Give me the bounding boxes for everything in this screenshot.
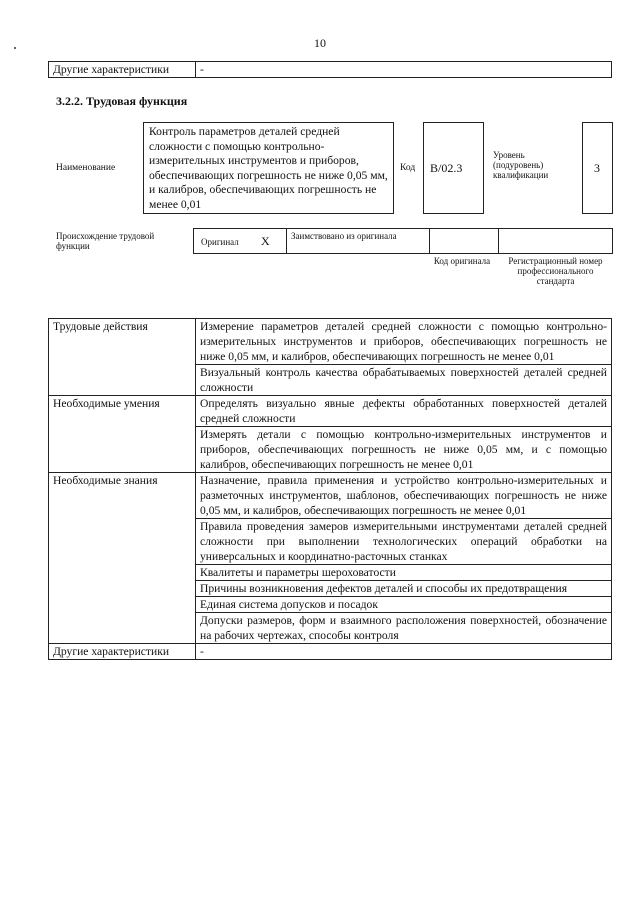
name-value: Контроль параметров деталей средней сложности с помощью контрольно-измерительных инструментов и приборов, обеспечивающих погрешность не ниже 0,05 мм, и калибров, обеспечивающих погрешность не менее 0,01 [149, 125, 388, 211]
code-caption: Код оригинала [433, 256, 491, 266]
code-value-box [423, 122, 484, 214]
top-characteristics-table [48, 61, 612, 78]
table-cell: Квалитеты и параметры шероховатости [196, 565, 612, 581]
scan-dot [14, 47, 16, 49]
reg-caption: Регистрационный номер профессионального стандарта [508, 256, 603, 286]
origin-divider-3 [498, 229, 499, 253]
table-row [49, 396, 612, 427]
level-value: 3 [594, 161, 600, 175]
table-row [49, 644, 612, 660]
name-label: Наименование [56, 163, 116, 173]
other-value: - [196, 644, 612, 660]
function-table [48, 318, 612, 660]
other-label: Другие характеристики [49, 644, 196, 660]
table-cell: Измерение параметров деталей средней сложности с помощью контрольно-измерительных инструментов и приборов, обеспечивающих погрешность не ниже 0,05 мм, и калибров, обеспечивающих погрешность не менее 0,01 [196, 319, 612, 365]
table-cell: Визуальный контроль качества обрабатываемых поверхностей деталей средней сложности [196, 365, 612, 396]
code-value: B/02.3 [430, 161, 463, 175]
level-value-box [582, 122, 613, 214]
origin-divider-1 [286, 229, 287, 253]
table-cell: Назначение, правила применения и устройство контрольно-измерительных и разметочных инструментов, шаблонов, обеспечивающих погрешность не ниже 0,05 мм, и калибров, обеспечивающих погрешность не менее 0,01 [196, 473, 612, 519]
table-cell: Определять визуально явные дефекты обработанных поверхностей деталей средней сложности [196, 396, 612, 427]
code-label: Код [400, 163, 416, 173]
original-label: Оригинал [201, 237, 239, 247]
borrowed-label: Заимствовано из оригинала [291, 231, 397, 241]
page-number: 10 [314, 36, 326, 50]
table-row [49, 319, 612, 365]
group-label-skills: Необходимые умения [49, 396, 196, 473]
table-row [49, 473, 612, 519]
table-cell: Единая система допусков и посадок [196, 597, 612, 613]
name-value-box [143, 122, 394, 214]
table-cell: Допуски размеров, форм и взаимного расположения поверхностей, обозначение на рабочих чертежах, способы контроля [196, 613, 612, 644]
group-label-actions: Трудовые действия [49, 319, 196, 396]
top-other-label: Другие характеристики [49, 62, 196, 78]
section-title: 3.2.2. Трудовая функция [56, 94, 188, 108]
group-label-knowledge: Необходимые знания [49, 473, 196, 644]
origin-divider-2 [429, 229, 430, 253]
level-label: Уровень (подуровень) квалификации [493, 150, 549, 180]
origin-row [193, 228, 613, 254]
table-cell: Причины возникновения дефектов деталей и способы их предотвращения [196, 581, 612, 597]
top-other-value: - [196, 62, 612, 78]
table-cell: Измерять детали с помощью контрольно-измерительных инструментов и приборов, обеспечивающих погрешность не ниже 0,05 мм, и с помощью калибров, обеспечивающих погрешность не менее 0,01 [196, 427, 612, 473]
original-mark: X [261, 234, 270, 248]
table-cell: Правила проведения замеров измерительными инструментами деталей средней сложности при выполнении технологических операций обработки на универсальных и координатно-расточных станках [196, 519, 612, 565]
origin-label: Происхождение трудовой функции [56, 231, 155, 251]
